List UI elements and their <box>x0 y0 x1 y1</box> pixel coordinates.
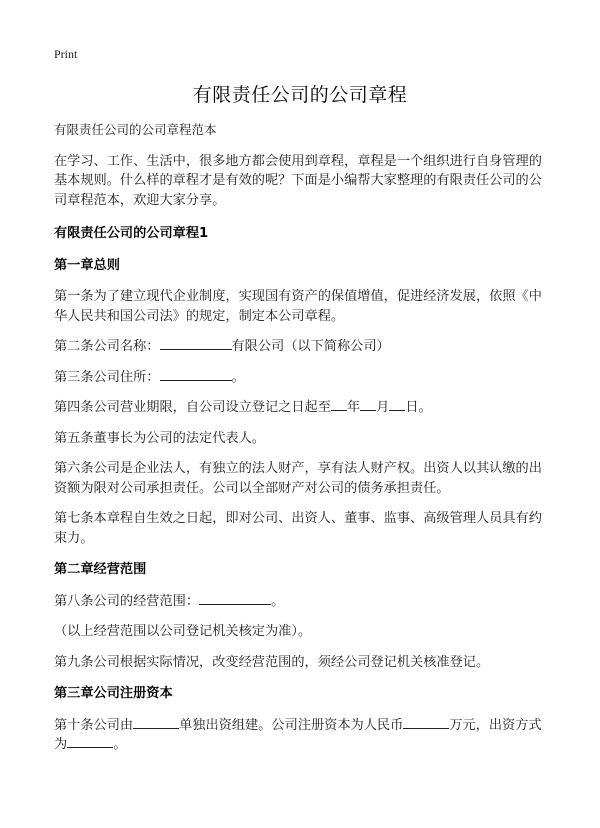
article-10-part-d: 。 <box>113 737 127 752</box>
article-9: 第九条公司根据实际情况，改变经营范围的，须经公司登记机关核准登记。 <box>54 654 490 670</box>
article-1: 第一条为了建立现代企业制度，实现国有资产的保值增值，促进经济发展，依照《中华人民共和国公司法》的规定，制定本公司章程。 <box>54 289 542 324</box>
print-link[interactable]: Print <box>54 47 78 61</box>
document-subtitle: 有限责任公司的公司章程范本 <box>54 122 217 137</box>
article-8 <box>54 592 548 612</box>
article-3-suffix: 。 <box>231 369 245 385</box>
article-2-prefix: 第二条公司名称： <box>54 339 160 354</box>
blank-registered-capital <box>403 716 449 729</box>
document-body <box>54 120 548 755</box>
article-8-prefix: 第八条公司的经营范围： <box>54 593 200 609</box>
article-4-year: 年 <box>346 400 361 415</box>
blank-year <box>331 398 347 411</box>
article-8-suffix: 。 <box>271 593 285 609</box>
article-10-part-c: 万元，出资方式为 <box>54 717 542 752</box>
blank-contribution-method <box>67 735 113 748</box>
article-7: 第七条本章程自生效之日起，即对公司、出资人、董事、监事、高级管理人员具有约束力。 <box>54 511 542 546</box>
blank-business-scope <box>199 592 271 605</box>
section-heading: 有限责任公司的公司章程1 <box>54 226 209 241</box>
article-2-suffix: 有限公司（以下简称公司） <box>231 339 390 354</box>
page-title: 有限责任公司的公司章程 <box>192 84 408 106</box>
blank-day <box>389 398 405 411</box>
article-10 <box>54 716 548 755</box>
chapter-1-heading: 第一章总则 <box>54 257 120 273</box>
intro-paragraph: 在学习、工作、生活中，很多地方都会使用到章程，章程是一个组织进行自身管理的基本规则。什么样的章程才是有效的呢？下面是小编帮大家整理的有限责任公司的公司章程范本，欢迎大家分享。 <box>54 153 542 208</box>
article-10-part-b: 单独出资组建。公司注册资本为人民币 <box>179 717 404 733</box>
article-10-part-a: 第十条公司由 <box>54 717 134 733</box>
chapter-2-heading: 第二章经营范围 <box>54 562 147 577</box>
article-6: 第六条公司是企业法人，有独立的法人财产，享有法人财产权。出资人以其认缴的出资额为限对公司承担责任。公司以全部财产对公司的债务承担责任。 <box>54 461 542 496</box>
article-5: 第五条董事长为公司的法定代表人。 <box>54 430 265 446</box>
article-3 <box>54 368 548 388</box>
scope-note: （以上经营范围以公司登记机关核定为准）。 <box>54 624 312 639</box>
chapter-3-heading: 第三章公司注册资本 <box>54 686 173 701</box>
article-3-prefix: 第三条公司住所： <box>54 369 160 385</box>
blank-investor <box>133 716 179 729</box>
article-2 <box>54 337 548 357</box>
article-4 <box>54 398 548 418</box>
blank-company-name <box>160 337 232 350</box>
article-4-month: 月 <box>376 400 390 415</box>
article-4-prefix: 第四条公司营业期限，自公司设立登记之日起至 <box>54 400 331 415</box>
article-4-day: 日。 <box>405 400 432 415</box>
blank-month <box>360 398 376 411</box>
blank-company-address <box>160 368 232 381</box>
